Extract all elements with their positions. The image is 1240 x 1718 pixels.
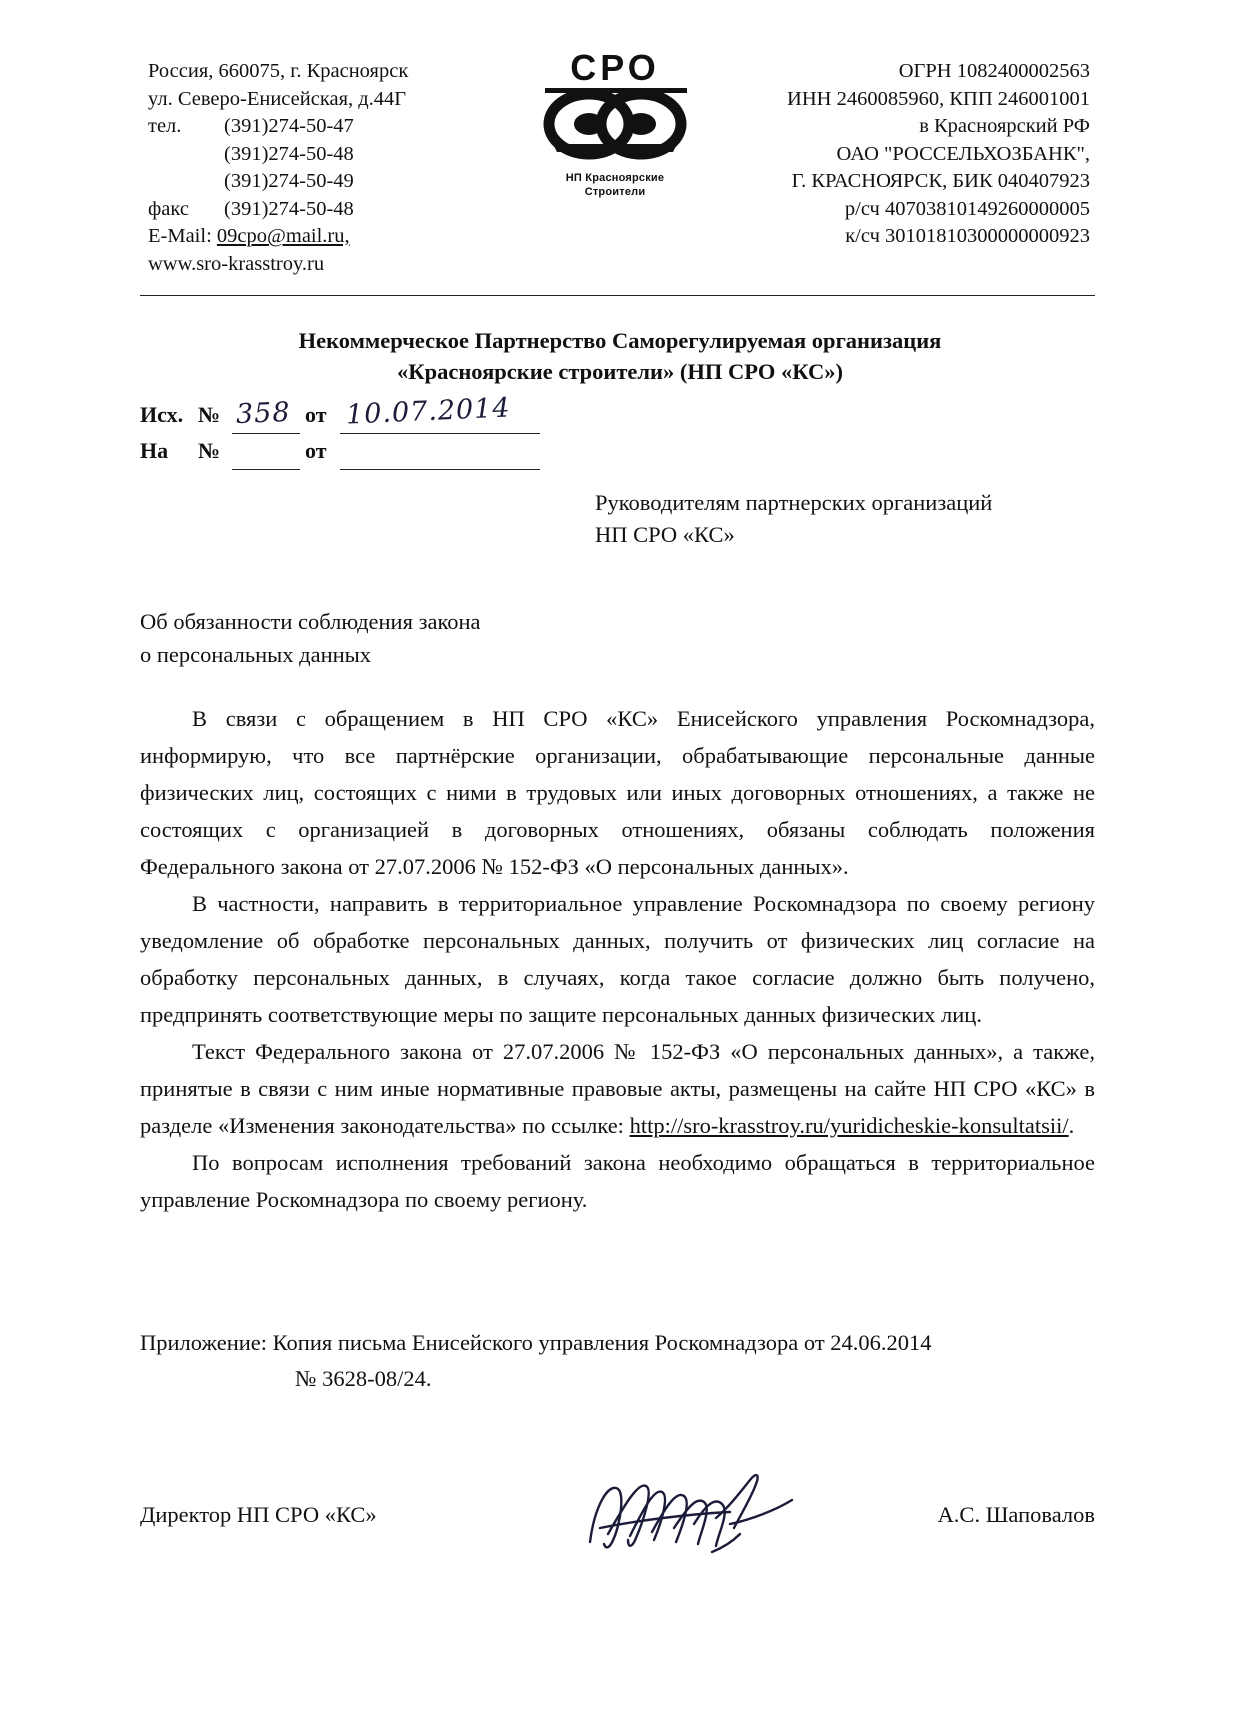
phone-row-1 xyxy=(148,113,528,141)
letterhead-bank-details xyxy=(660,58,1090,251)
ogrn: ОГРН 1082400002563 xyxy=(898,60,1090,82)
addressee-line-1: Руководителям партнерских организаций xyxy=(595,490,993,515)
phone-2: (391)274-50-48 xyxy=(224,142,354,165)
bank-city-bik: Г. КРАСНОЯРСК, БИК 040407923 xyxy=(791,170,1090,192)
phone-1: (391)274-50-47 xyxy=(224,115,354,137)
reference-incoming-row xyxy=(140,436,660,472)
handwritten-signature-icon xyxy=(580,1462,840,1572)
outgoing-number-underline xyxy=(232,433,300,434)
fax-row xyxy=(148,196,528,224)
bank-name: ОАО "РОССЕЛЬХОЗБАНК", xyxy=(836,142,1090,165)
signatory-name: А.С. Шаповалов xyxy=(937,1502,1095,1527)
letterhead xyxy=(0,48,1240,278)
fax-number: (391)274-50-48 xyxy=(224,197,354,220)
bank-account: р/сч 40703810149260000005 xyxy=(844,197,1090,220)
incoming-date-underline xyxy=(340,469,540,470)
outgoing-number-label: № xyxy=(198,402,221,427)
email-link[interactable]: 09cpo@mail.ru, xyxy=(216,225,350,247)
outgoing-date-label: от xyxy=(305,402,327,427)
addressee-block xyxy=(595,487,1095,551)
body-paragraph-1: В связи с обращением в НП СРО «КС» Енисейского управления Роскомнадзора, информирую, что все партнёрские организации, обрабатывающие персональные данные физических лиц, состоящих с ними в трудовых или иных договорных отношениях, а также не состоящих с организацией в договорных отношениях, обязаны соблюдать положения Федерального закона от 27.07.2006 № 152-ФЗ «О персональных данных». xyxy=(140,706,1095,879)
phone-label: тел. xyxy=(148,115,182,137)
addressee-line-2: НП СРО «КС» xyxy=(595,522,735,547)
outgoing-date-value: 10.07.2014 xyxy=(345,392,512,431)
logo-caption-line-1: НП Красноярские xyxy=(565,172,665,184)
phone-3: (391)274-50-49 xyxy=(224,170,354,192)
header-divider xyxy=(140,295,1095,296)
body-paragraph-2: В частности, направить в территориальное управление Роскомнадзора по своему региону уведомление об обработке персональных данных, получить от физических лиц согласие на обработку персональных данных, в случаях, когда такое согласие должно быть получено, предпринять соответствующие меры по защите персональных данных физических лиц. xyxy=(140,891,1095,1027)
correspondent-account: к/сч 30101810300000000923 xyxy=(845,225,1090,247)
incoming-number-label: № xyxy=(198,438,221,463)
subject-line-2: о персональных данных xyxy=(140,642,372,667)
outgoing-number-value: 358 xyxy=(235,396,292,431)
address-line-1: Россия, 660075, г. Красноярск xyxy=(148,60,409,82)
body-paragraph-4: По вопросам исполнения требований закона необходимо обращаться в территориальное управление Роскомнадзора по своему региону. xyxy=(140,1150,1095,1212)
website: www.sro-krasstroy.ru xyxy=(148,252,325,275)
bank-region: в Красноярский РФ xyxy=(919,115,1090,137)
logo-caption-line-2: Строители xyxy=(584,186,646,198)
body-paragraph-3-text: Текст Федерального закона от 27.07.2006 № 152-ФЗ «О персональных данных», а также, принятые в связи с ним иные нормативные правовые акты, размещены на сайте НП СРО «КС» в разделе «Изменения законодательства» по ссылке: xyxy=(140,1039,1095,1138)
attachment-note xyxy=(140,1325,1095,1397)
attachment-line-2: № 3628-08/24. xyxy=(295,1366,432,1391)
outgoing-label: Исх. xyxy=(140,402,184,427)
address-line-2: ул. Северо-Енисейская, д.44Г xyxy=(148,87,407,110)
attachment-line-1: Приложение: Копия письма Енисейского управления Роскомнадзора от 24.06.2014 xyxy=(140,1330,932,1355)
page-title-line-2: «Красноярские строители» (НП СРО «КС») xyxy=(397,359,843,384)
incoming-number-underline xyxy=(232,469,300,470)
phone-row-2 xyxy=(148,141,528,169)
email-label: E-Mail: xyxy=(148,225,212,247)
body-paragraph-3-tail: . xyxy=(1068,1113,1075,1138)
outgoing-date-underline xyxy=(340,433,540,434)
reference-outgoing-row xyxy=(140,392,660,436)
inn-kpp: ИНН 2460085960, КПП 246001001 xyxy=(787,87,1090,110)
incoming-label: На xyxy=(140,438,169,463)
email-row xyxy=(148,223,528,251)
reference-block xyxy=(140,392,660,472)
letter-body xyxy=(140,700,1095,1218)
page-title xyxy=(150,325,1090,387)
body-paragraph-3 xyxy=(140,1033,1095,1144)
svg-text:СРО: СРО xyxy=(569,48,660,88)
page-title-line-1: Некоммерческое Партнерство Саморегулируемая организация xyxy=(298,328,942,353)
incoming-date-label: от xyxy=(305,438,327,463)
phone-row-3 xyxy=(148,168,528,196)
letterhead-contacts xyxy=(148,58,528,278)
signature-block xyxy=(140,1480,1095,1600)
subject-block xyxy=(140,605,740,671)
signatory-position: Директор НП СРО «КС» xyxy=(140,1502,377,1527)
fax-label: факс xyxy=(148,197,189,220)
subject-line-1: Об обязанности соблюдения закона xyxy=(140,609,481,634)
law-text-link[interactable]: http://sro-krasstroy.ru/yuridicheskie-konsultatsii/ xyxy=(629,1113,1069,1138)
